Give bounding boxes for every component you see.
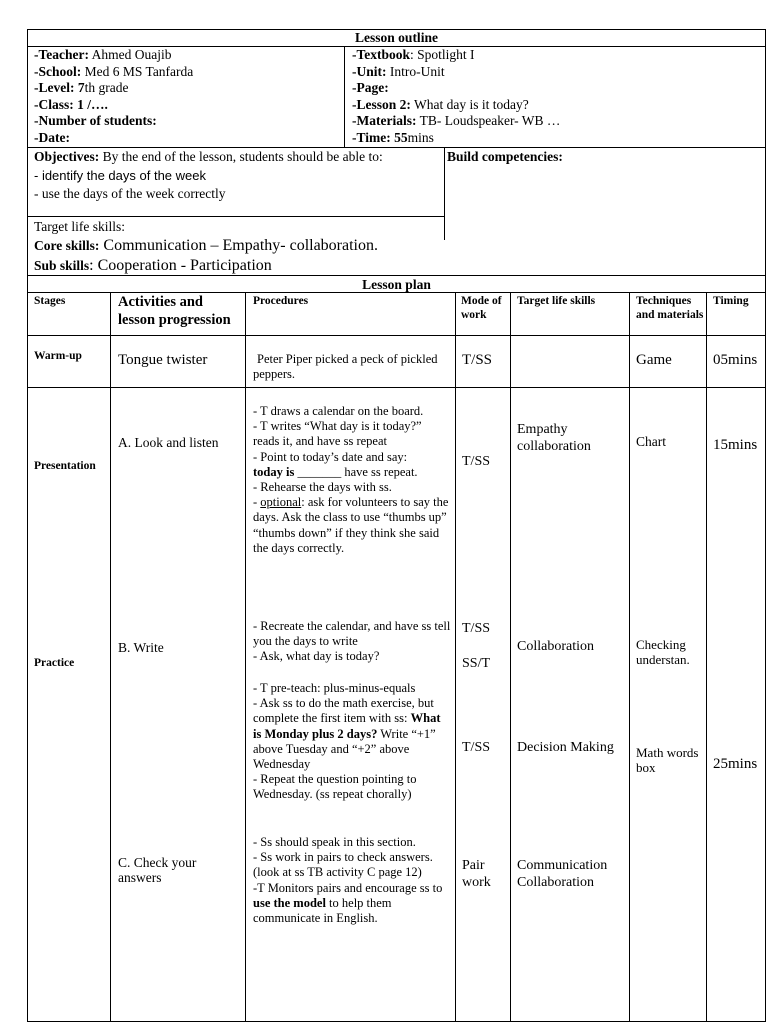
materials-label: -Materials: [352,113,417,129]
proc-c3-rest: to help them communicate in English. [253,895,392,926]
technique-practice-2: Math words box [636,745,699,776]
objectives-heading [34,149,383,164]
time-label: -Time: 55 [352,129,408,145]
proc-p2: - T writes “What day is it today?” reads it, and have ss repeat [253,419,422,449]
procedures-practice-b [253,619,451,665]
mode-presentation: T/SS [462,454,491,469]
activity-check-answers: C. Check your answers [118,855,197,886]
school-value: Med 6 MS Tanfarda [81,63,194,79]
activity-look-listen: A. Look and listen [118,435,219,450]
proc-b4-text: - Ask ss to do the math exercise, but complete the first item with ss: [253,696,434,726]
page-label: -Page: [352,80,389,96]
target-presentation: Empathy collaboration [517,422,591,454]
header-timing: Timing [713,295,749,307]
level-row [34,80,339,95]
warmup-bottom-divider [27,387,766,388]
col-divider-3 [455,292,456,1022]
teacher-row [34,47,339,62]
header-mode: Mode of work [461,295,502,321]
core-skills-row [34,238,378,253]
proc-c3-bold: use the model [253,895,326,910]
technique-practice-1: Checking understan. [636,637,690,668]
proc-p1: - T draws a calendar on the board. [253,404,424,418]
teacher-label: -Teacher: [34,47,89,62]
objectives-divider [444,148,445,240]
textbook-label: -Textbook [352,47,411,62]
mode-practice-2: SS/T [462,656,491,671]
proc-p4-rest: _______ have ss repeat. [294,464,418,479]
sub-skills-row [34,258,272,273]
proc-p6-pre: - [253,495,261,510]
time-row [352,130,762,145]
proc-p6-rest: : ask for volunteers to say the days. Ask the class to use “thumbs up” “thumbs down” if they think she said the days correctly. [253,495,449,555]
col-divider-6 [706,292,707,1022]
page-row [352,80,762,95]
procedures-practice-math [253,681,451,803]
mode-practice-4: Pair work [462,858,491,890]
mode-warmup: T/SS [462,352,493,368]
col-divider-2 [245,292,246,1022]
proc-p6 [253,495,451,556]
proc-c1: - Ss should speak in this section. [253,835,416,849]
stage-presentation: Presentation [34,460,96,472]
border-bottom [27,1021,766,1022]
activity-write: B. Write [118,640,164,655]
mode-practice-3: T/SS [462,740,491,755]
proc-c3 [253,881,451,927]
proc-b4-bold: What is Monday plus 2 days? [253,711,441,741]
plan-title: Lesson plan [362,277,431,292]
sub-skills-label: Sub skills [34,258,90,273]
lesson-row [352,97,762,112]
proc-p4-bold: today is [253,464,295,479]
timing-warmup: 05mins [713,352,758,368]
proc-b3: - T pre-teach: plus-minus-equals [253,681,416,695]
proc-b2: - Ask, what day is today? [253,649,380,664]
objectives-bottom-divider [27,216,445,217]
textbook-value: : Spotlight I [410,47,475,62]
procedures-presentation [253,404,451,556]
materials-value: TB- Loudspeaker- WB … [416,113,561,129]
lifeskills-bottom-divider [27,275,766,276]
technique-warmup: Game [636,352,672,368]
proc-p3: - Point to today’s date and say: [253,449,408,464]
school-row [34,64,339,79]
col-divider-5 [629,292,630,1022]
proc-b5: - Repeat the question pointing to Wednesday. (ss repeat chorally) [253,772,417,802]
core-skills-label: Core skills: [34,238,100,253]
stage-warmup: Warm-up [34,350,82,362]
textbook-row [352,47,762,62]
time-value: mins [407,129,434,145]
materials-row [352,113,762,128]
school-label: -School: [34,63,82,79]
mode-practice-1: T/SS [462,621,491,636]
timing-practice: 25mins [713,756,758,772]
objective-item-1: - identify the days of the week [34,168,206,183]
proc-p6-underline: optional [260,495,302,510]
stage-practice: Practice [34,657,75,669]
header-target-skills: Target life skills [517,295,596,307]
outline-bottom-divider [27,147,766,148]
proc-b4-rest: Write “+1” above Tuesday and “+2” above Wednesday [253,726,436,772]
students-row [34,113,339,128]
technique-presentation: Chart [636,434,666,449]
target-practice-1: Collaboration [517,639,594,654]
level-label: -Level: 7 [34,80,85,96]
col-divider-1 [110,292,111,1022]
outline-left-column [34,47,339,145]
target-practice-3: Communication Collaboration [517,858,608,890]
core-skills-value: Communication – Empathy- collaboration. [99,237,378,254]
col-divider-4 [510,292,511,1022]
header-activities: Activities and lesson progression [118,294,231,328]
objective-item-2: - use the days of the week correctly [34,186,226,201]
outline-right-column [352,47,762,145]
header-procedures: Procedures [253,295,309,307]
class-row [34,97,339,112]
unit-value: Intro-Unit [386,63,445,79]
date-row [34,130,339,145]
teacher-value: Ahmed Ouajib [88,47,172,62]
border-right [765,29,766,1022]
lesson-label: -Lesson 2: [352,96,411,112]
unit-row [352,64,762,79]
class-label: -Class: 1 /…. [34,96,108,112]
date-label: -Date: [34,129,70,145]
header-techniques: Techniques and materials [636,295,704,321]
target-practice-2: Decision Making [517,740,614,755]
unit-label: -Unit: [352,63,387,79]
build-competencies-label: Build competencies: [447,149,563,164]
proc-c2: - Ss work in pairs to check answers. (look at ss TB activity C page 12) [253,850,433,880]
activity-tongue-twister: Tongue twister [118,352,208,368]
plan-header-divider [27,335,766,336]
sub-skills-value: : Cooperation - Participation [89,257,272,274]
outline-title: Lesson outline [355,30,438,45]
level-value: th grade [84,80,129,96]
proc-b4 [253,696,451,772]
objectives-intro: By the end of the lesson, students should be able to: [99,149,383,164]
header-stages: Stages [34,295,66,307]
proc-b1: - Recreate the calendar, and have ss tell you the days to write [253,619,451,649]
border-left [27,29,28,1022]
objectives-label: Objectives: [34,149,100,164]
target-life-skills-label: Target life skills: [34,219,126,234]
outline-column-divider [344,46,345,147]
timing-presentation: 15mins [713,437,758,453]
procedures-practice-c [253,835,451,926]
students-label: -Number of students: [34,113,157,129]
proc-c3-pre: -T Monitors pairs and encourage ss to [253,880,443,895]
proc-p4 [253,465,451,480]
procedure-warmup: Peter Piper picked a peck of pickled peppers. [253,352,438,382]
lesson-value: What day is it today? [410,96,529,112]
proc-p5: - Rehearse the days with ss. [253,480,392,495]
